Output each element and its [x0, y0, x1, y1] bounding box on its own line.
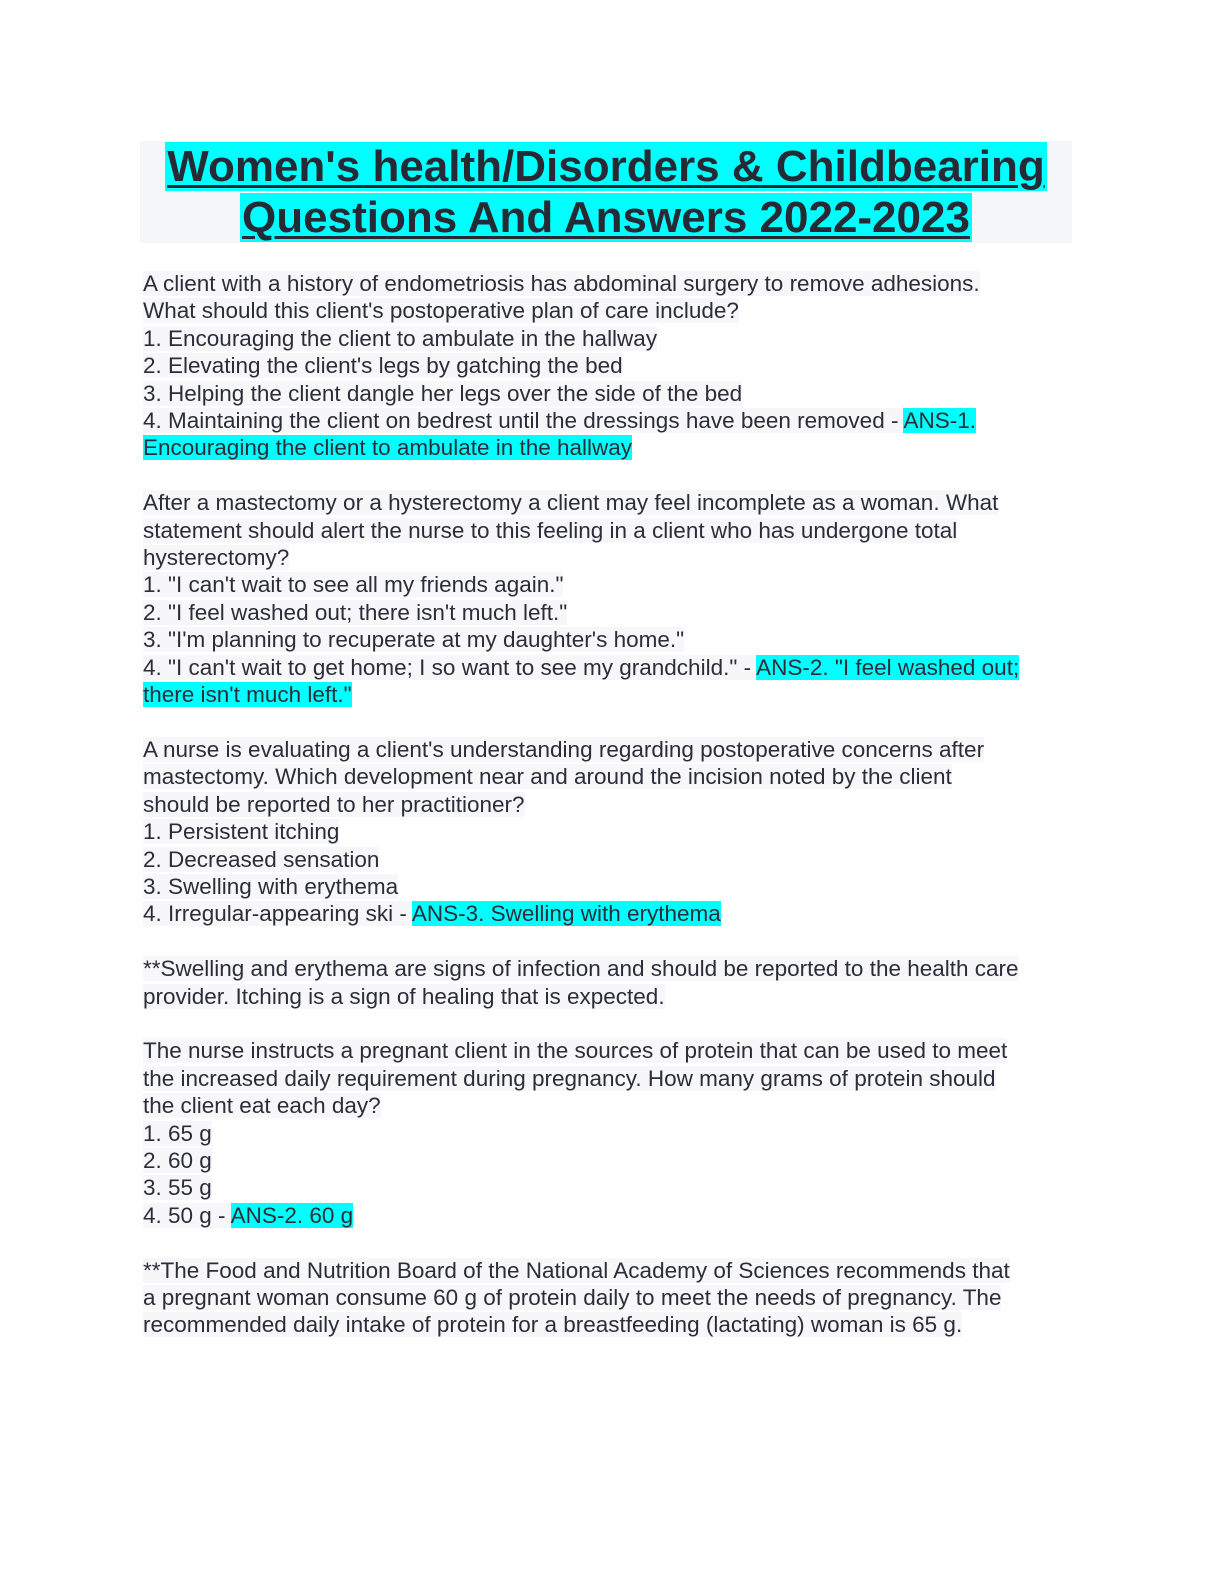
answer-option: 1. 65 g — [143, 1120, 212, 1146]
rationale-text: **Swelling and erythema are signs of infection and should be reported to the health care — [143, 956, 1019, 982]
answer-option: 1. "I can't wait to see all my friends again." — [143, 572, 564, 598]
question-stem: should be reported to her practitioner? — [143, 791, 525, 817]
question-stem: mastectomy. Which development near and around the incision noted by the client — [143, 764, 952, 790]
answer-option: 3. 55 g — [143, 1175, 212, 1201]
question-stem: A client with a history of endometriosis has abdominal surgery to remove adhesions. — [143, 271, 980, 296]
question-4 — [143, 1037, 1083, 1229]
question-stem: The nurse instructs a pregnant client in the sources of protein that can be used to meet — [143, 1038, 1008, 1064]
question-stem: the client eat each day? — [143, 1093, 381, 1119]
question-2 — [143, 489, 1083, 708]
answer-option: 4. Irregular-appearing ski - — [143, 901, 412, 927]
answer-option: 1. Persistent itching — [143, 819, 340, 845]
answer-key-highlight: ANS-3. Swelling with erythema — [411, 901, 721, 927]
rationale-text: a pregnant woman consume 60 g of protein daily to meet the needs of pregnancy. The — [143, 1284, 1002, 1310]
answer-option: 2. "I feel washed out; there isn't much left." — [143, 599, 568, 625]
answer-option: 4. Maintaining the client on bedrest until the dressings have been removed - — [143, 408, 904, 434]
answer-key-highlight: Encouraging the client to ambulate in the hallway — [143, 435, 633, 461]
answer-key-highlight: ANS-2. "I feel washed out; — [756, 654, 1020, 680]
rationale-text: provider. Itching is a sign of healing that is expected. — [143, 983, 665, 1009]
answer-option: 3. Swelling with erythema — [143, 873, 399, 899]
question-stem: hysterectomy? — [143, 545, 290, 571]
answer-key-highlight: ANS-1. — [903, 408, 976, 434]
rationale-note — [143, 1257, 1083, 1339]
rationale-note — [143, 955, 1083, 1010]
question-3 — [143, 736, 1083, 928]
question-stem: the increased daily requirement during pregnancy. How many grams of protein should — [143, 1065, 996, 1091]
document-body — [143, 270, 1083, 1339]
question-stem: A nurse is evaluating a client's understanding regarding postoperative concerns after — [143, 736, 985, 762]
answer-option: 1. Encouraging the client to ambulate in the hallway — [143, 325, 658, 351]
answer-option: 2. Decreased sensation — [143, 846, 380, 872]
answer-key-highlight: ANS-2. 60 g — [230, 1202, 354, 1228]
question-stem: statement should alert the nurse to this feeling in a client who has undergone total — [143, 517, 958, 543]
answer-option: 2. 60 g — [143, 1147, 212, 1173]
answer-option: 4. 50 g - — [143, 1202, 231, 1228]
title-line-1: Women's health/Disorders & Childbearing — [167, 142, 1045, 191]
answer-option: 2. Elevating the client's legs by gatching the bed — [143, 353, 623, 379]
title-line-2: Questions And Answers 2022-2023 — [242, 193, 970, 242]
rationale-text: **The Food and Nutrition Board of the National Academy of Sciences recommends that — [143, 1257, 1010, 1283]
question-stem: After a mastectomy or a hysterectomy a client may feel incomplete as a woman. What — [143, 490, 999, 516]
document-title — [140, 141, 1072, 243]
answer-key-highlight: there isn't much left." — [143, 682, 352, 708]
question-stem: What should this client's postoperative plan of care include? — [143, 298, 739, 324]
answer-option: 4. "I can't wait to get home; I so want to see my grandchild." - — [143, 654, 757, 680]
answer-option: 3. Helping the client dangle her legs over the side of the bed — [143, 380, 743, 406]
rationale-text: recommended daily intake of protein for a breastfeeding (lactating) woman is 65 g. — [143, 1312, 963, 1338]
question-1 — [143, 270, 1083, 462]
answer-option: 3. "I'm planning to recuperate at my daughter's home." — [143, 627, 685, 653]
